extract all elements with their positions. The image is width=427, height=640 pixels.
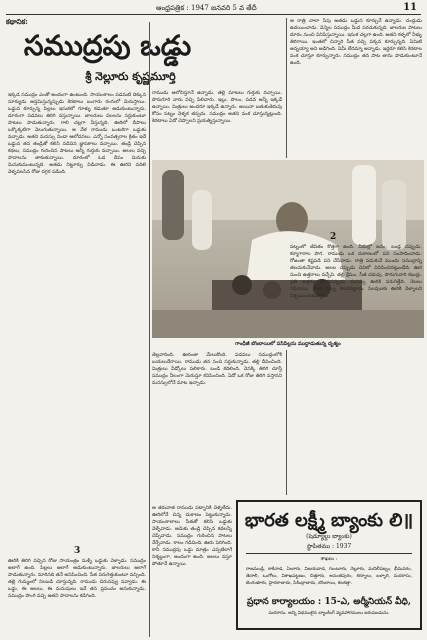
story-column-2 xyxy=(152,90,282,156)
column-rule-2 xyxy=(286,18,287,158)
column-text: తెల్లవారింది. ఊరంతా మేలుకొంది. పడవలు సముద్రంలోకి బయలుదేరాయి. రాముడు తన సంచి సర్దుకున్నాడు. తల్లి దీవించింది. మిత్రులు వీడ్కోలు పలికారు. బండి కదిలింది. వెనక్కి తిరిగి చూస్తే సముద్రం నీలంగా మెరుస్తూ కనిపించింది. ఏదో ఒక రోజు తిరిగి వస్తానని మనస్సులోనే మాట ఇచ్చాడు. xyxy=(152,353,282,386)
section-mark: 2 xyxy=(330,232,337,242)
ad-subtitle-2: స్థాపితము : 1937 xyxy=(306,543,352,550)
page-number: 11 xyxy=(403,2,417,13)
story-byline: శ్రీ నెల్లూరు కృష్ణమూర్తి xyxy=(85,70,176,83)
bank-advertisement xyxy=(236,500,422,630)
ad-branches-list: రాజమండ్రి, కాకినాడ, ఏలూరు, విజయవాడ, గుంటూరు, నెల్లూరు, మచిలీపట్నం, భీమవరం, తెనాలి, ఒంగోలు, విశాఖపట్టణం, చిత్తూరు, అనంతపురం, కర్నూలు, బళ్ళారి, మదరాసు, బెంగుళూరు, హైదరాబాదు, సికింద్రాబాదు, బొంబాయి, కలకత్తా. xyxy=(246,567,412,586)
story-column-7 xyxy=(152,505,232,635)
story-column-3 xyxy=(290,18,422,158)
column-text: ఆ తరువాత రాముడు పట్నానికి వెళ్ళలేదు. ఊరిలోనే చిన్న దుకాణం పెట్టుకున్నాడు. సాయంకాలాలు సీతతో కలిసి ఒడ్డుకు వెళ్ళేవాడు. ఆమెకు తండ్రి చెప్పిన కథలన్నీ చెప్పేవాడు. సముద్రం గురించిన పాటలు నేర్పేవాడు. కాలం గడిచింది. ఊరు పెరిగింది. కానీ సముద్రపు ఒడ్డు మాత్రం ఎప్పటిలాగే నిశ్శబ్దంగా, అందంగా ఉంది. అలలు వస్తూ పోతూనే ఉన్నాయి. xyxy=(152,506,232,567)
story-headline: సముద్రపు ఒడ్డు xyxy=(23,29,192,62)
page-header xyxy=(6,2,421,14)
ad-subtitle: (షెడ్యూల్డు బ్యాంకు) xyxy=(306,533,352,540)
ad-branches-heading: శాఖలు : xyxy=(320,556,338,562)
ad-footer: మదరాసు. అన్ని విధములైన బ్యాంకింగ్ వ్యవహారములు జరుపబడును. xyxy=(268,611,390,616)
header-rule xyxy=(6,14,421,15)
column-rule-1 xyxy=(149,22,150,637)
section-mark: 3 xyxy=(74,546,81,556)
column-rule-3 xyxy=(286,350,287,495)
column-text: పట్నంలో జీవితం కొత్తగా ఉంది. వీధుల్లో జనం, బండ్ల చప్పుడు, కర్మాగారాల పొగ. రాముడు ఒక దుకాణంలో పని సంపాదించాడు. రోజంతా కష్టపడి పని చేసేవాడు. రాత్రి పడుకునే ముందు సముద్రాన్ని తలచుకునేవాడు. అలల చప్పుడు చెవిలో వినిపించినట్లుండేది. ఊరి నుంచి ఉత్తరాలు వచ్చేవి. తల్లి క్షేమం, సీత చదువు, పొరుగువారి కబుర్లు. ప్రతి ఉత్తరం చదివినప్పుడు మనస్సు ఊరికి పరుగెత్తేది. నెలలు గడిచాయి. కొంత డబ్బు కూడబెట్టాడు. సెలవులకు ఊరికి వెళ్ళాలని నిశ్చయించుకున్నాడు. xyxy=(290,245,422,299)
column-text: ఇక్కడ సముద్రం ఎంతో అందంగా ఉంటుంది. సాయంకాలం పడమటి దిక్కున సూర్యుడు అస్తమిస్తున్నప్పుడు కెరటాలు బంగారు రంగులో మెరుస్తాయి. ఒడ్డున కూర్చున్న పిల్లలు ఇసుకలో గూళ్ళు కడుతూ ఆడుకుంటున్నారు. దూరంగా పడవలు తిరిగి వస్తున్నాయి. జాలరులు వలలను సర్దుకుంటూ పాటలు పాడుతున్నారు. గాలి చల్లగా వీస్తున్నది. ఊరిలో దీపాలు ఒక్కొక్కటిగా వెలుగుతున్నాయి. ఆ వేళ రాముడు ఒంటరిగా ఒడ్డుకు వచ్చాడు. అతని మనస్సు నిండా ఆలోచనలు. ఎన్నో సంవత్సరాల క్రితం ఇదే ఒడ్డున తన తండ్రితో కలిసి నడిచిన జ్ఞాపకాలు వచ్చాయి. తండ్రి చెప్పిన కథలు, సముద్రం గురించిన పాటలు అన్నీ గుర్తుకు వచ్చాయి. అలలు వచ్చి పాదాలను తాకుతున్నాయి. దూరంలో ఓడ దీపం మినుకు మినుకుమంటున్నది. అతడు నిట్టూర్పు విడిచాడు. ఈ ఊరిని వదిలి వెళ్ళవలసిన రోజు దగ్గర పడింది. xyxy=(8,93,146,175)
column-text: ఆ రాత్రి చాలా సేపు అతడు ఒడ్డున కూర్చునే ఉన్నాడు. చంద్రుడు ఉదయించాడు. వెన్నెల సముద్రం మీద పరచుకున్నది. జాలరుల పాటలు దూరం నుంచి వినిపిస్తున్నాయి. ఇసుక చల్లగా ఉంది. అతని కళ్ళలో నీళ్ళు తిరిగాయి. ఇంతలో చిన్నారి సీత వచ్చి పక్కన కూర్చున్నది. ఏమిటి అన్నయ్యా అని అడిగింది. ఏమీ లేదమ్మా అన్నాడు. ఇద్దరూ కలిసి కెరటాల వంక చూస్తూ కూర్చున్నారు. సముద్రం తన పాట తాను పాడుకుంటూనే ఉంది. xyxy=(290,19,422,66)
story-column-1 xyxy=(8,92,146,540)
photo-caption: గాంధీజీ బొంబాయిలో పసిపిల్లను ముద్దాడుతున్న దృశ్యం xyxy=(235,341,341,347)
ad-title: భారత లక్ష్మీ బ్యాంకు లి॥ xyxy=(244,510,414,531)
story-column-5 xyxy=(290,244,422,494)
story-column-6 xyxy=(8,558,146,636)
column-text: రాముడు ఆలోచిస్తూనే ఉన్నాడు. తల్లి మాటలు గుర్తుకు వచ్చాయి. పొరుగూరి వారు వచ్చి పిలిచారు. ఇల్లు, పొలం, పడవ అన్నీ ఇక్కడే ఉన్నాయి. మిత్రులు అందరూ ఇక్కడే ఉన్నారు. అయినా బతుకుతెరువు కోసం పట్నం వెళ్ళక తప్పదు. సముద్రం అతని వంక చూస్తున్నట్లుంది. కెరటాలు ఏదో చెప్పాలని ప్రయత్నిస్తున్నాయి. xyxy=(152,91,282,124)
ad-divider xyxy=(246,553,412,554)
header-center-text: ఆంధ్రపత్రిక : 1947 జనవరి 5 వ తేదీ xyxy=(156,4,257,12)
ad-head-office: ప్రధాన కార్యాలయం : 15-ఎ, అర్మీనియన్ వీధి, xyxy=(246,597,412,607)
section-tag: కథానిక: xyxy=(6,17,28,26)
column-text: ఊరికి తిరిగి వచ్చిన రోజు సాయంత్రం మళ్ళీ ఒడ్డుకు వెళ్ళాడు. సముద్రం అలాగే ఉంది. పిల్లలు అలాగే ఆడుకుంటున్నారు. జాలరులు అలాగే పాడుతున్నారు. మారినది తనే అనిపించింది. సీత పరుగెత్తుకుంటూ వచ్చింది. తల్లి గుమ్మంలో నిలబడి చూస్తున్నది. రాముడు చిరునవ్వు నవ్వాడు. ఈ ఒడ్డు, ఈ అలలు, ఈ మనుషులు ఇవే తన ప్రపంచం అనుకున్నాడు. సముద్రం పొంగి వచ్చి అతని పాదాలను కడిగింది. xyxy=(8,559,146,599)
story-column-4 xyxy=(152,352,282,502)
